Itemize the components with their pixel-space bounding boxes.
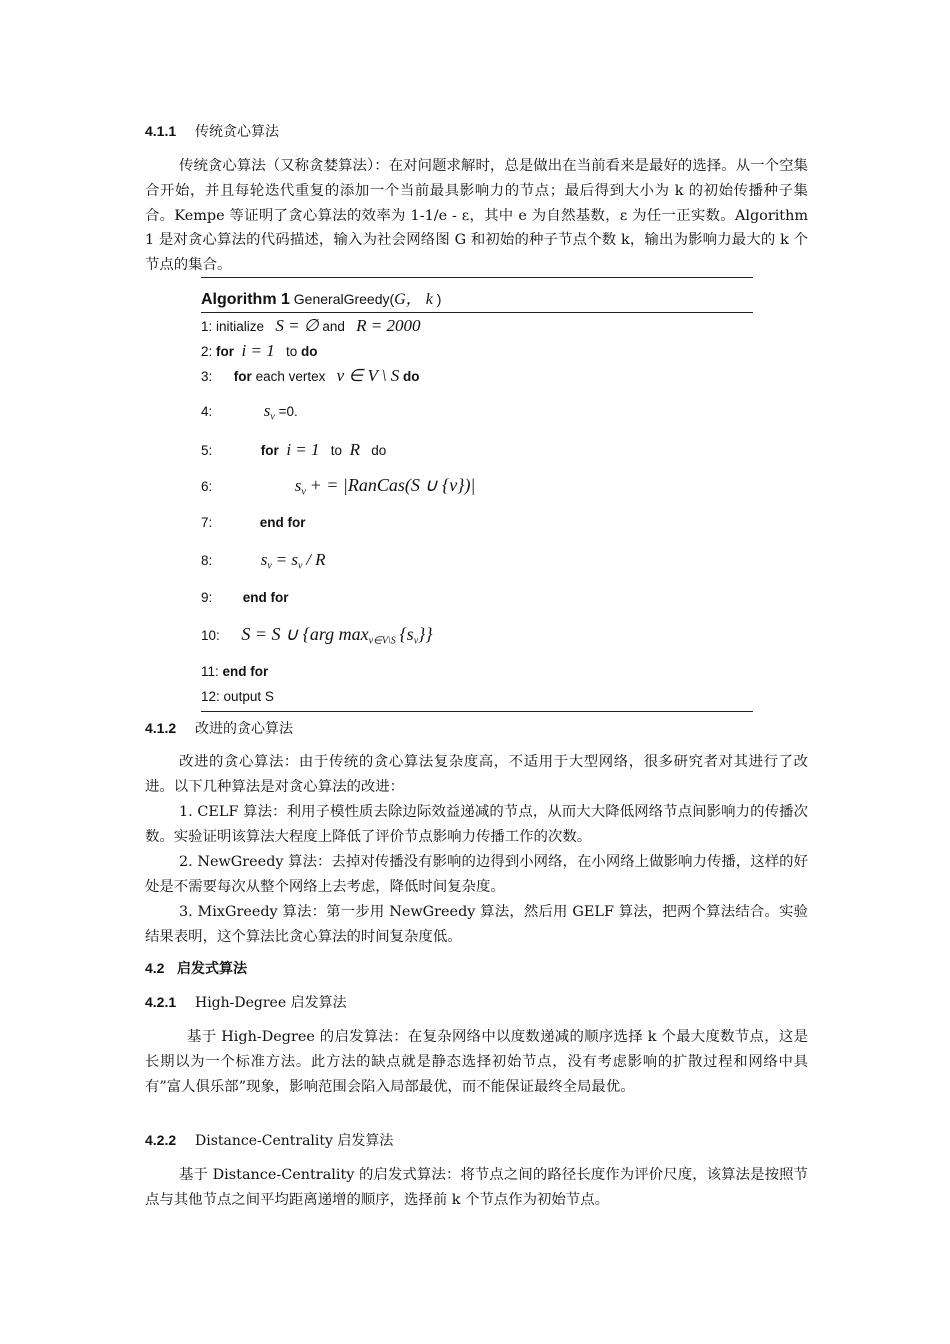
line-text: to [330, 443, 343, 458]
section-heading-4-2 [145, 958, 247, 978]
section-number: 4.1.2 [145, 720, 177, 736]
line-math: }} [418, 624, 433, 644]
section-heading-4-2-2 [145, 1130, 393, 1150]
algo-line-1 [201, 316, 421, 336]
line-text: and [322, 319, 345, 334]
list-item-newgreedy: 2. NewGreedy 算法：去掉对传播没有影响的边得到小网络，在小网络上做影响力传播，这样的好处是不需要每次从整个网络上去考虑，降低时间复杂度。 [145, 854, 808, 895]
algo-line-12 [201, 689, 274, 704]
line-subscript: v [270, 411, 275, 423]
line-math: = s [275, 550, 298, 569]
paragraph-greedy-intro: 传统贪心算法（又称贪婪算法）：在对问题求解时，总是做出在当前看来是最好的选择。从一个空集合开始，并且每轮迭代重复的添加一个当前最具影响力的节点；最后得到大小为 k 的初始传播种子集合。Kempe 等证明了贪心算法的效率为 1-1/e - ε，其中 e 为自然基数，ε 为任一正实数。Algorithm 1 是对贪心算法的代码描述，输入为社会网络图 G 和初始的种子节点个数 k，输出为影响力最大的 k 个节点的集合。 [145, 158, 808, 274]
paragraph-high-degree: 基于 High-Degree 的启发算法：在复杂网络中以度数递减的顺序选择 k 个最大度数节点，这是长期以为一个标准方法。此方法的缺点就是静态选择初始节点，没有考虑影响的扩散过程和网络中具有”富人俱乐部”现象，影响范围会陷入局部最优，而不能保证最终全局最优。 [145, 1029, 808, 1095]
line-math: S = S ∪ {arg max [241, 624, 369, 644]
algo-line-4 [201, 401, 298, 423]
algo-line-8 [201, 550, 326, 572]
line-number: 10: [201, 628, 220, 643]
line-keyword: do [301, 344, 318, 359]
line-math: v ∈ V \ S [336, 366, 400, 385]
line-subscript: v [301, 486, 306, 498]
line-text: =0. [278, 404, 298, 419]
section-title: High-Degree 启发算法 [195, 995, 347, 1011]
line-text: each vertex [255, 369, 326, 384]
algo-line-2 [201, 341, 318, 361]
section-number: 4.2.2 [145, 1132, 177, 1148]
line-number: 7: [201, 515, 213, 530]
algorithm-bottom-rule [201, 711, 753, 712]
line-text: do [371, 443, 387, 458]
algo-line-7 [201, 515, 306, 530]
line-number: 11: [201, 664, 219, 679]
algorithm-title [201, 286, 441, 309]
algo-line-10 [201, 624, 433, 647]
section-title: 传统贪心算法 [195, 124, 279, 140]
list-item-mixgreedy: 3. MixGreedy 算法：第一步用 NewGreedy 算法，然后用 GELF 算法，把两个算法结合。实验结果表明，这个算法比贪心算法的时间复杂度低。 [145, 904, 808, 945]
line-keyword: for [233, 369, 252, 384]
line-keyword: end for [259, 515, 306, 530]
line-math: S = ∅ [275, 316, 319, 335]
line-keyword: for [260, 443, 279, 458]
line-keyword: for [216, 344, 235, 359]
algorithm-close-paren: ) [436, 291, 442, 307]
section-number: 4.2 [145, 960, 165, 976]
line-subscript: v∈V\S [368, 635, 396, 647]
line-math: s [294, 476, 302, 495]
line-math: + = |RanCas(S ∪ {v})| [309, 475, 476, 495]
algorithm-header-rule [201, 312, 753, 313]
algorithm-args: G， k [394, 291, 433, 308]
line-number: 5: [201, 443, 213, 458]
section-title: Distance-Centrality 启发算法 [195, 1133, 394, 1149]
line-text: initialize [216, 319, 265, 334]
algo-line-11 [201, 664, 268, 679]
line-number: 2: [201, 344, 213, 359]
section-number: 4.2.1 [145, 994, 177, 1010]
algo-line-9 [201, 590, 289, 605]
paragraph-distance-centrality: 基于 Distance-Centrality 的启发式算法：将节点之间的路径长度作为评价尺度，该算法是按照节点与其他节点之间平均距离递增的顺序，选择前 k 个节点作为初始节点。 [145, 1167, 808, 1208]
algo-line-6 [201, 475, 475, 498]
line-number: 1: [201, 319, 213, 334]
list-item-celf: 1. CELF 算法：利用子模性质去除边际效益递减的节点，从而大大降低网络节点间影响力的传播次数。实验证明该算法大程度上降低了评价节点影响力传播工作的次数。 [145, 804, 808, 845]
line-math: / R [306, 550, 326, 569]
section-title: 改进的贪心算法 [195, 721, 293, 737]
line-subscript: v [297, 560, 303, 572]
algorithm-top-rule [201, 277, 753, 278]
line-math: R = 2000 [356, 316, 421, 335]
line-keyword: end for [242, 590, 289, 605]
line-number: 9: [201, 590, 213, 605]
section-title: 启发式算法 [177, 961, 247, 977]
line-text: to [286, 344, 298, 359]
line-math: R [349, 440, 360, 459]
line-number: 6: [201, 479, 213, 494]
line-math: i = 1 [241, 341, 275, 360]
algorithm-name: GeneralGreedy( [293, 291, 395, 307]
algo-line-5 [201, 440, 386, 460]
paragraph-improved-greedy: 改进的贪心算法：由于传统的贪心算法复杂度高，不适用于大型网络，很多研究者对其进行了改进。以下几种算法是对贪心算法的改进： [145, 754, 808, 795]
line-math: s [260, 550, 268, 569]
section-heading-4-1-2 [145, 718, 293, 738]
line-keyword: do [403, 369, 420, 384]
line-keyword: end for [222, 664, 269, 679]
algo-line-3 [201, 366, 420, 386]
line-number: 8: [201, 553, 213, 568]
line-number: 3: [201, 369, 213, 384]
line-number: 12: [201, 689, 220, 704]
line-number: 4: [201, 404, 213, 419]
line-math: s [263, 401, 271, 420]
line-math: {s [399, 624, 414, 644]
line-math: i = 1 [286, 440, 320, 459]
section-heading-4-2-1 [145, 992, 347, 1012]
line-subscript: v [267, 560, 272, 572]
algorithm-label: Algorithm 1 [201, 291, 290, 308]
line-text: output S [223, 689, 274, 704]
line-subscript: v [413, 635, 419, 647]
section-heading-4-1-1 [145, 121, 279, 141]
algorithm-box [201, 277, 753, 713]
section-number: 4.1.1 [145, 123, 177, 139]
